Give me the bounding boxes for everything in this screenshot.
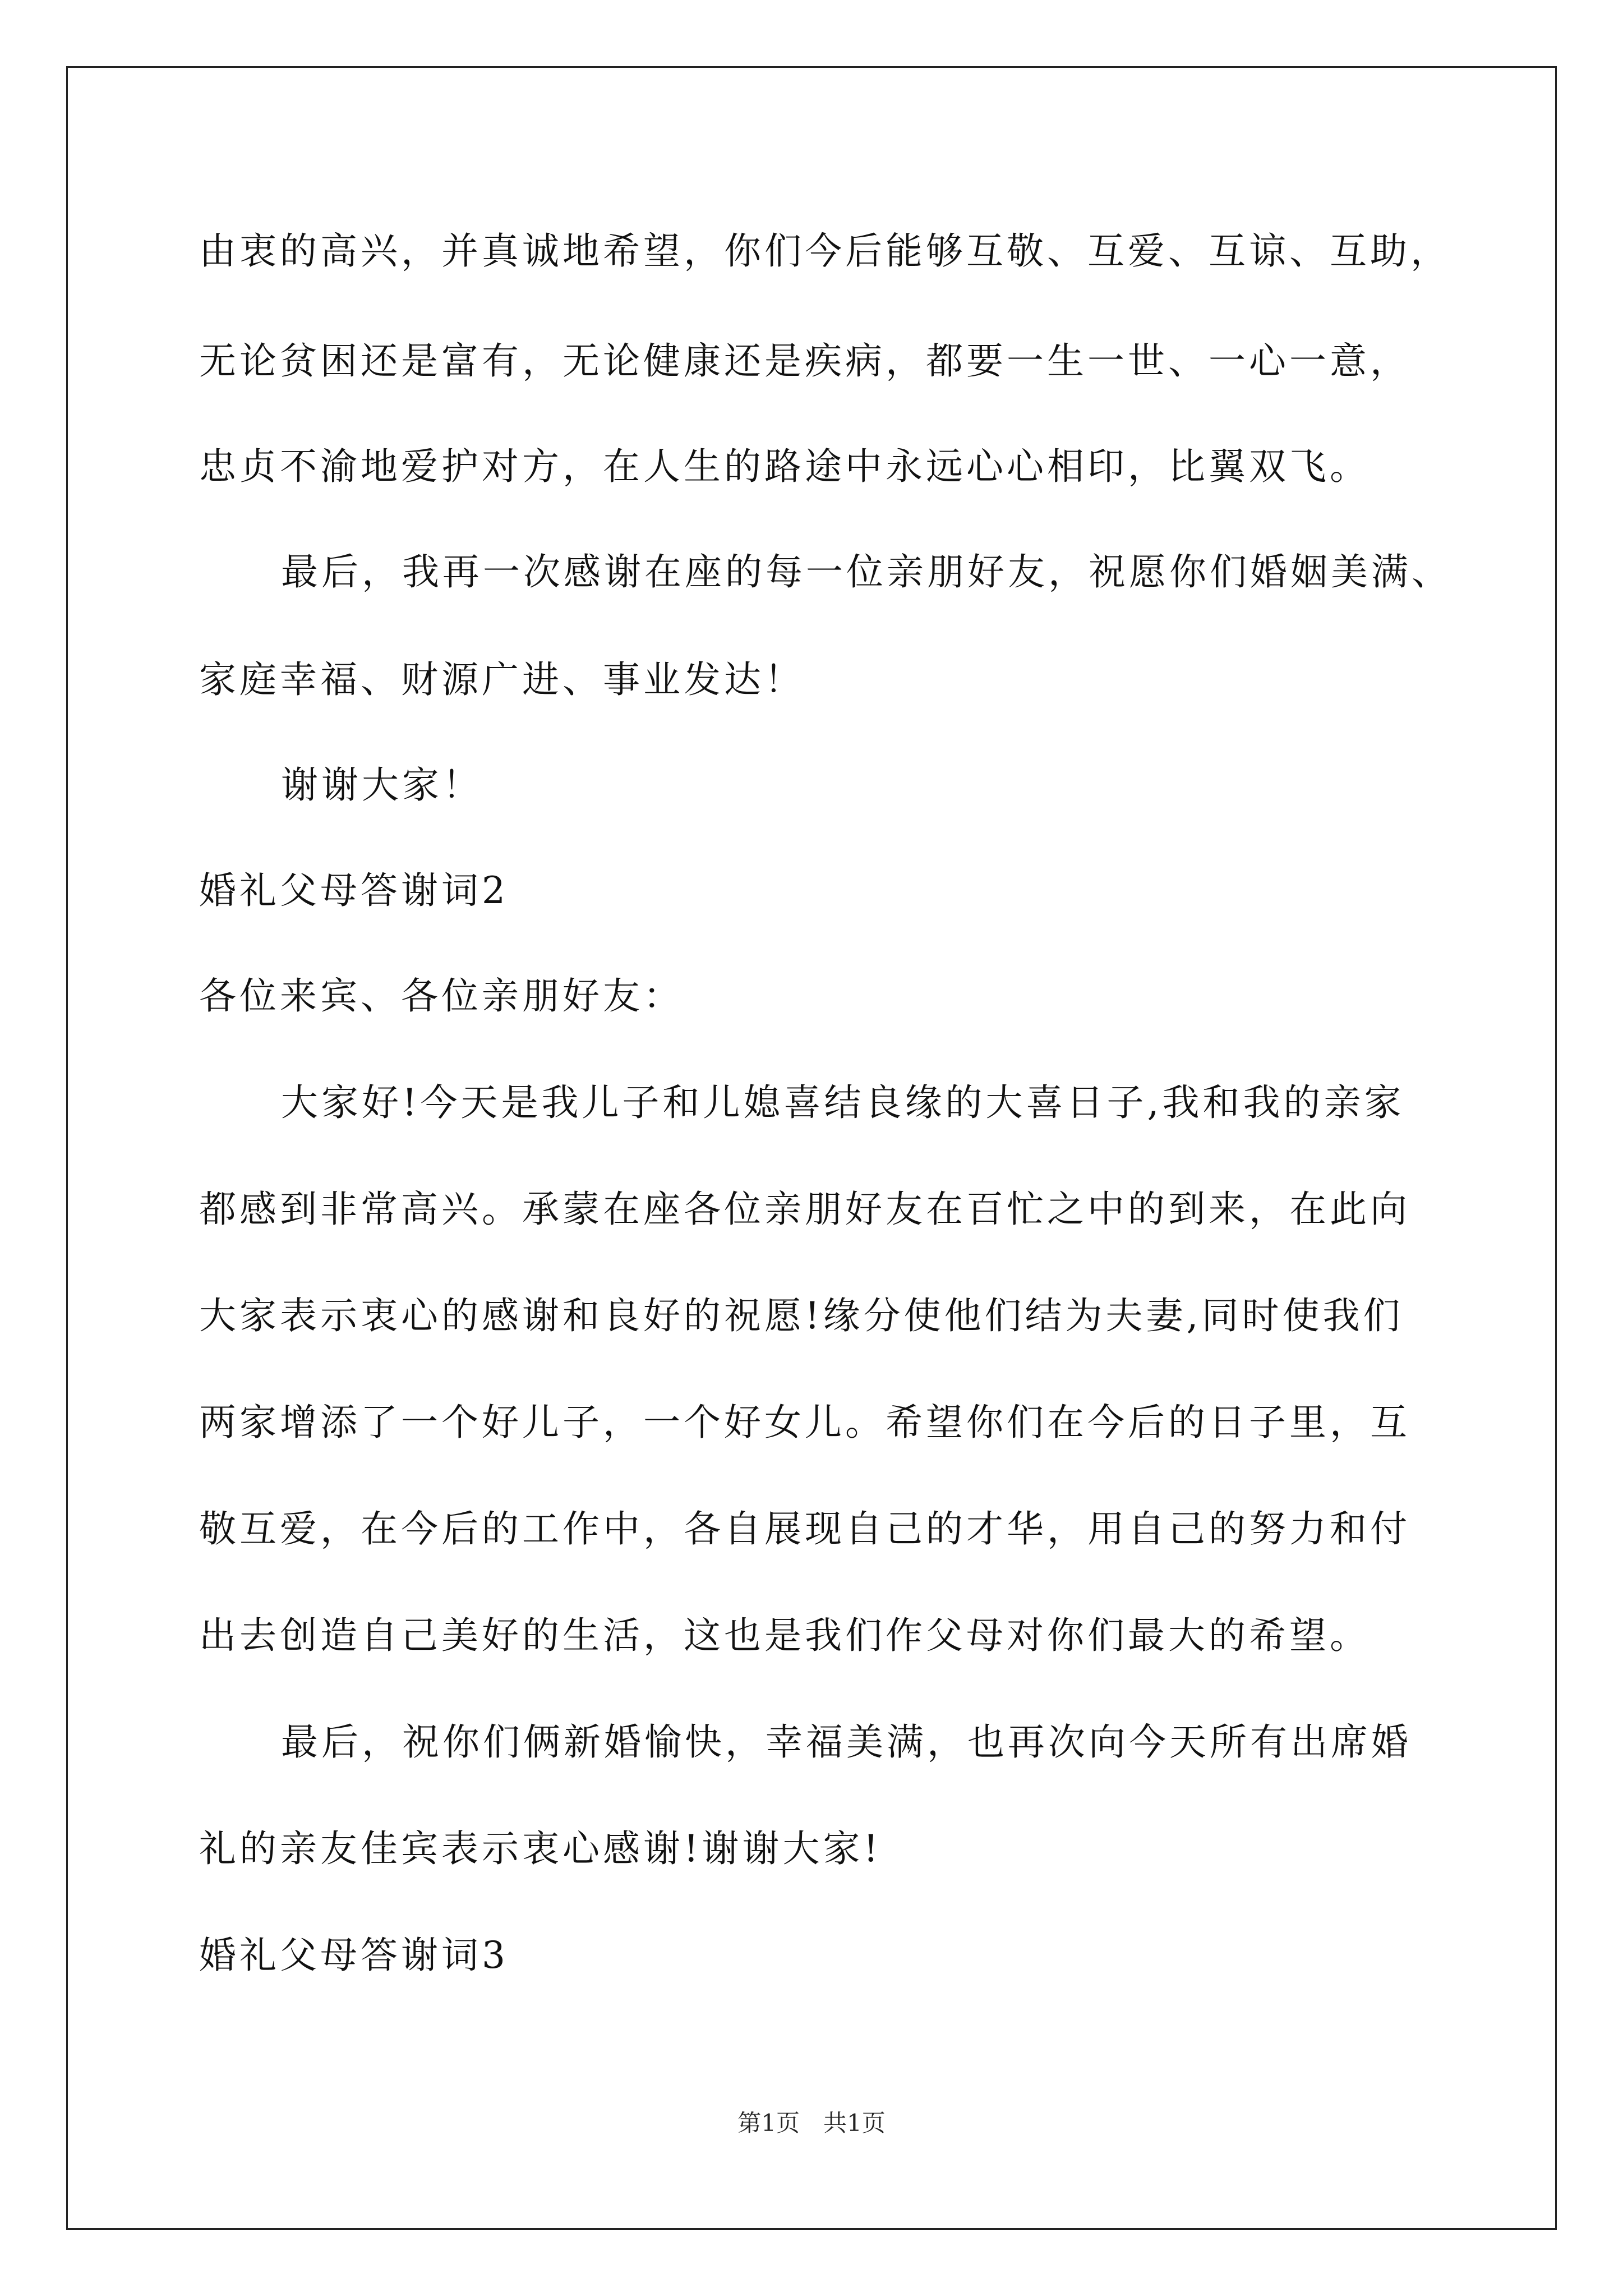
paragraph-line: 都感到非常高兴。承蒙在座各位亲朋好友在百忙之中的到来，在此向 (199, 1188, 1410, 1231)
paragraph-line: 谢谢大家！ (281, 763, 483, 807)
paragraph-line: 出去创造自己美好的生活，这也是我们作父母对你们最大的希望。 (199, 1614, 1370, 1657)
paragraph-line: 大家好!今天是我儿子和儿媳喜结良缘的大喜日子,我和我的亲家 (281, 1081, 1405, 1124)
paragraph-line: 大家表示衷心的感谢和良好的祝愿!缘分使他们结为夫妻,同时使我们 (199, 1294, 1404, 1337)
section-heading: 婚礼父母答谢词3 (199, 1934, 509, 1977)
paragraph-line: 无论贫困还是富有，无论健康还是疾病，都要一生一世、一心一意， (199, 339, 1410, 383)
paragraph-line: 两家增添了一个好儿子，一个好女儿。希望你们在今后的日子里，互 (199, 1401, 1410, 1444)
paragraph-line: 礼的亲友佳宾表示衷心感谢!谢谢大家! (199, 1827, 882, 1870)
paragraph-line: 最后，我再一次感谢在座的每一位亲朋好友，祝愿你们婚姻美满、 (281, 550, 1452, 593)
page-frame (66, 66, 1557, 2230)
salutation: 各位来宾、各位亲朋好友： (199, 974, 684, 1018)
paragraph-line: 敬互爱，在今后的工作中，各自展现自己的才华，用自己的努力和付 (199, 1507, 1410, 1550)
paragraph-line: 最后，祝你们俩新婚愉快，幸福美满，也再次向今天所有出席婚 (281, 1720, 1412, 1764)
paragraph-line: 忠贞不渝地爱护对方，在人生的路途中永远心心相印，比翼双飞。 (199, 445, 1370, 488)
page-number: 第1页 共1页 (737, 2109, 886, 2137)
paragraph-line: 家庭幸福、财源广进、事业发达！ (199, 658, 805, 701)
paragraph-line: 由衷的高兴，并真诚地希望，你们今后能够互敬、互爱、互谅、互助， (199, 229, 1451, 273)
section-heading: 婚礼父母答谢词2 (199, 869, 509, 912)
